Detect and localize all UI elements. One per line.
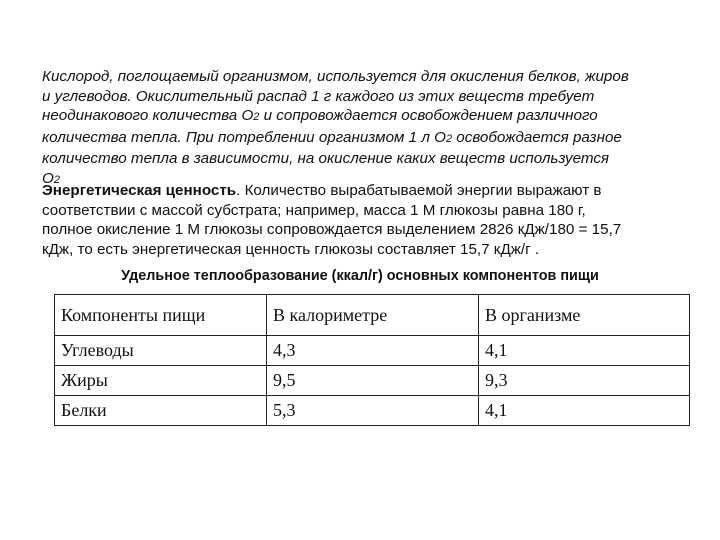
energy-value-paragraph [42, 181, 682, 259]
heat-production-table [54, 294, 690, 426]
header-food-components: Компоненты пищи [55, 295, 267, 336]
intro-line-5: количество тепла в зависимости, на окисление каких веществ используется [42, 150, 610, 167]
header-organism: В организме [479, 295, 690, 336]
intro-line-2: и углеводов. Окислительный распад 1 г каждого из этих веществ требует [42, 87, 595, 105]
energy-line-1: Энергетическая ценность. Количество вырабатываемой энергии выражают в [42, 182, 602, 199]
o2-subscript: 2 [253, 111, 260, 123]
header-calorimeter: В калориметре [267, 295, 479, 336]
cell-organism: 4,1 [479, 396, 690, 426]
energy-line-3: полное окисление 1 М глюкозы сопровождается выделением 2826 кДж/180 = 15,7 [42, 221, 622, 238]
o2-subscript: 2 [53, 173, 60, 186]
table-header-row [55, 295, 690, 336]
table-row [55, 396, 690, 426]
cell-component: Углеводы [55, 336, 267, 366]
energy-value-term: Энергетическая ценность [42, 182, 237, 199]
cell-organism: 4,1 [479, 336, 690, 366]
intro-line-4: количества тепла. При потреблении организмом 1 л О2 освобождается разное [42, 128, 622, 146]
intro-line-6: О2 [42, 169, 60, 187]
cell-component: Жиры [55, 366, 267, 396]
intro-line-3: неодинакового количества О2 и сопровождается освобождением различного [42, 107, 598, 124]
energy-line-2: соответствии с массой субстрата; например, масса 1 М глюкозы равна 180 г, [42, 201, 586, 219]
intro-line-1: Кислород, поглощаемый организмом, используется для окисления белков, жиров [42, 68, 629, 85]
intro-paragraph [42, 67, 682, 190]
table-row [55, 366, 690, 396]
cell-calorimeter: 4,3 [267, 336, 479, 366]
table-caption: Удельное теплообразование (ккал/г) основных компонентов пищи [121, 268, 599, 284]
cell-calorimeter: 9,5 [267, 366, 479, 396]
cell-component: Белки [55, 396, 267, 426]
energy-line-4: кДж, то есть энергетическая ценность глюкозы составляет 15,7 кДж/г . [42, 240, 540, 258]
o2-subscript: 2 [445, 132, 453, 145]
cell-calorimeter: 5,3 [267, 396, 479, 426]
cell-organism: 9,3 [479, 366, 690, 396]
table-row [55, 336, 690, 366]
